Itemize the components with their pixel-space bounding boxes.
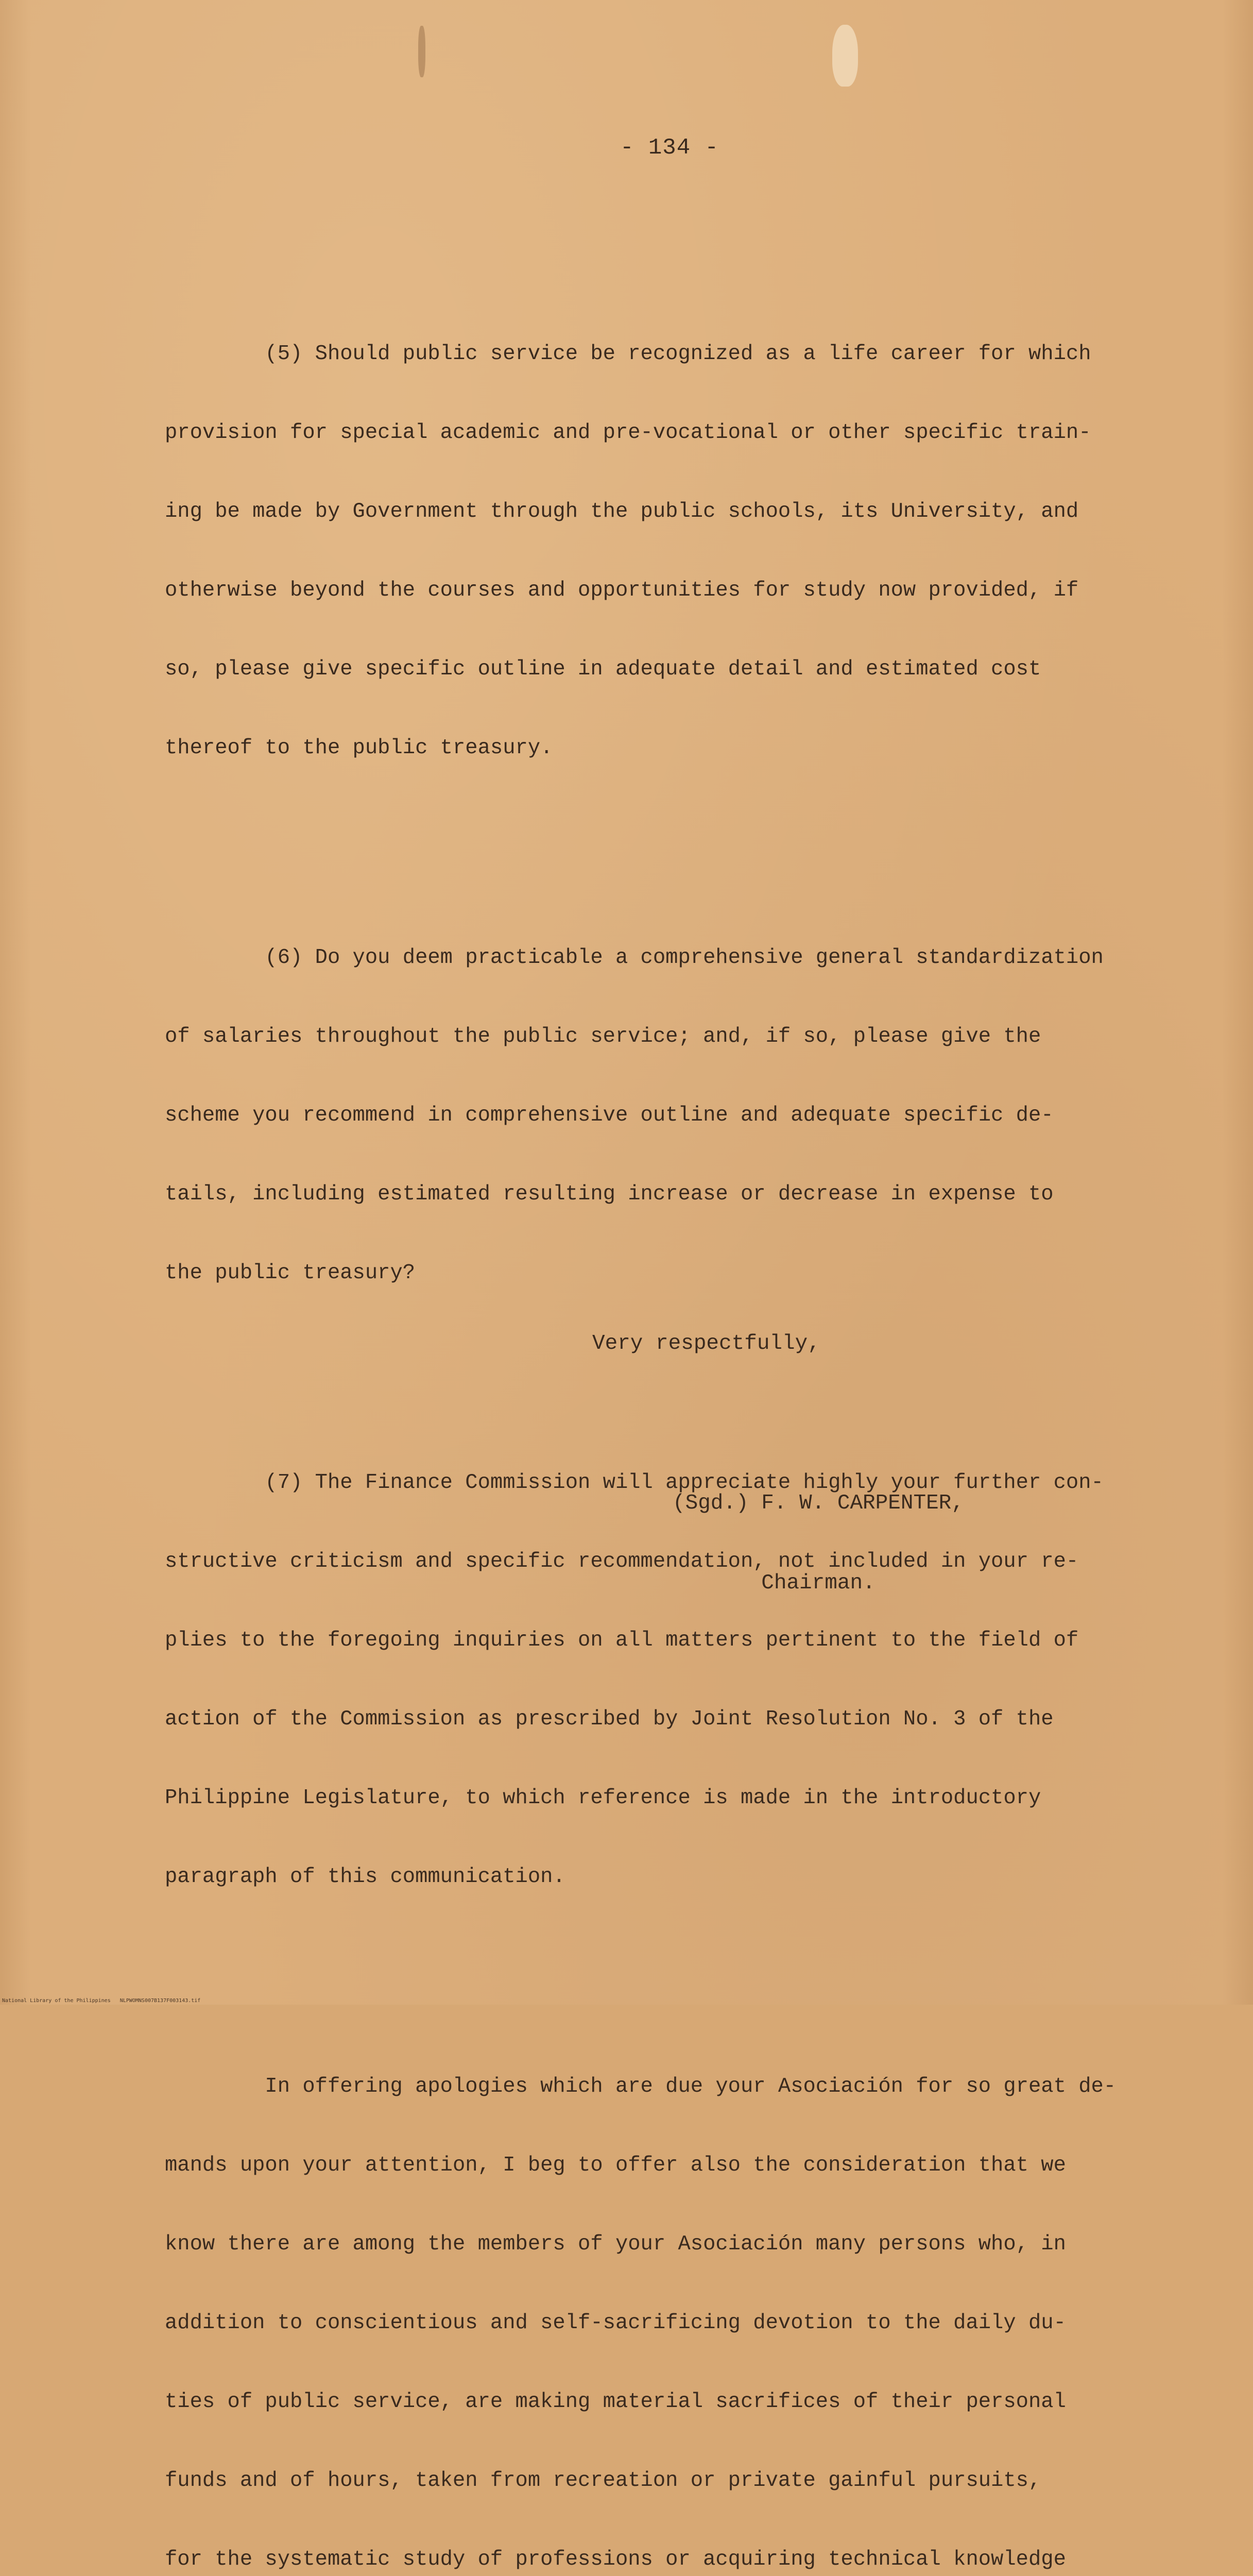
paragraph-apologies [165, 2021, 1123, 2576]
text-line: ties of public service, are making material sacrifices of their personal [165, 2390, 1066, 2414]
text-line: structive criticism and specific recommendation, not included in your re- [165, 1550, 1079, 1573]
closing-salutation: Very respectfully, [592, 1332, 820, 1355]
text-line: plies to the foregoing inquiries on all matters pertinent to the field of [165, 1629, 1079, 1652]
text-line: (6) Do you deem practicable a comprehensive general standardization [165, 946, 1104, 970]
archive-footer: National Library of the Philippines NLPWOMNS007B137F003143.tif [2, 1998, 201, 2004]
text-line: so, please give specific outline in adequate detail and estimated cost [165, 657, 1041, 681]
text-line: (5) Should public service be recognized as a life career for which [165, 342, 1091, 366]
text-line: of salaries throughout the public service; and, if so, please give the [165, 1025, 1041, 1048]
page-number: - 134 - [620, 135, 719, 161]
letter-body [165, 236, 1123, 2576]
text-line: otherwise beyond the courses and opportunities for study now provided, if [165, 579, 1079, 602]
text-line: ing be made by Government through the public schools, its University, and [165, 500, 1079, 523]
text-line: addition to conscientious and self-sacrificing devotion to the daily du- [165, 2311, 1066, 2335]
text-line: In offering apologies which are due your Asociación for so great de- [165, 2075, 1117, 2098]
paragraph-7 [165, 1417, 1123, 1943]
text-line: know there are among the members of your Asociación many persons who, in [165, 2232, 1066, 2256]
text-line: provision for special academic and pre-vocational or other specific train- [165, 421, 1091, 445]
signature-block [673, 1436, 964, 1650]
paper-tear-mark [418, 26, 425, 77]
signature-name: (Sgd.) F. W. CARPENTER, [673, 1492, 964, 1515]
text-line: Philippine Legislature, to which reference is made in the introductory [165, 1786, 1041, 1810]
text-line: action of the Commission as prescribed by Joint Resolution No. 3 of the [165, 1707, 1054, 1731]
text-line: (7) The Finance Commission will appreciate highly your further con- [165, 1471, 1104, 1495]
text-line: for the systematic study of professions or acquiring technical knowledge [165, 2548, 1066, 2571]
paper-punch-hole [832, 25, 858, 87]
signature-title: Chairman. [673, 1571, 876, 1595]
text-line: thereof to the public treasury. [165, 736, 553, 760]
text-line: funds and of hours, taken from recreation or private gainful pursuits, [165, 2469, 1041, 2493]
paragraph-6 [165, 892, 1123, 1339]
text-line: paragraph of this communication. [165, 1865, 565, 1889]
text-line: the public treasury? [165, 1261, 416, 1285]
paragraph-5 [165, 289, 1123, 814]
text-line: tails, including estimated resulting increase or decrease in expense to [165, 1182, 1054, 1206]
text-line: mands upon your attention, I beg to offer also the consideration that we [165, 2154, 1066, 2177]
text-line: scheme you recommend in comprehensive outline and adequate specific de- [165, 1104, 1054, 1127]
